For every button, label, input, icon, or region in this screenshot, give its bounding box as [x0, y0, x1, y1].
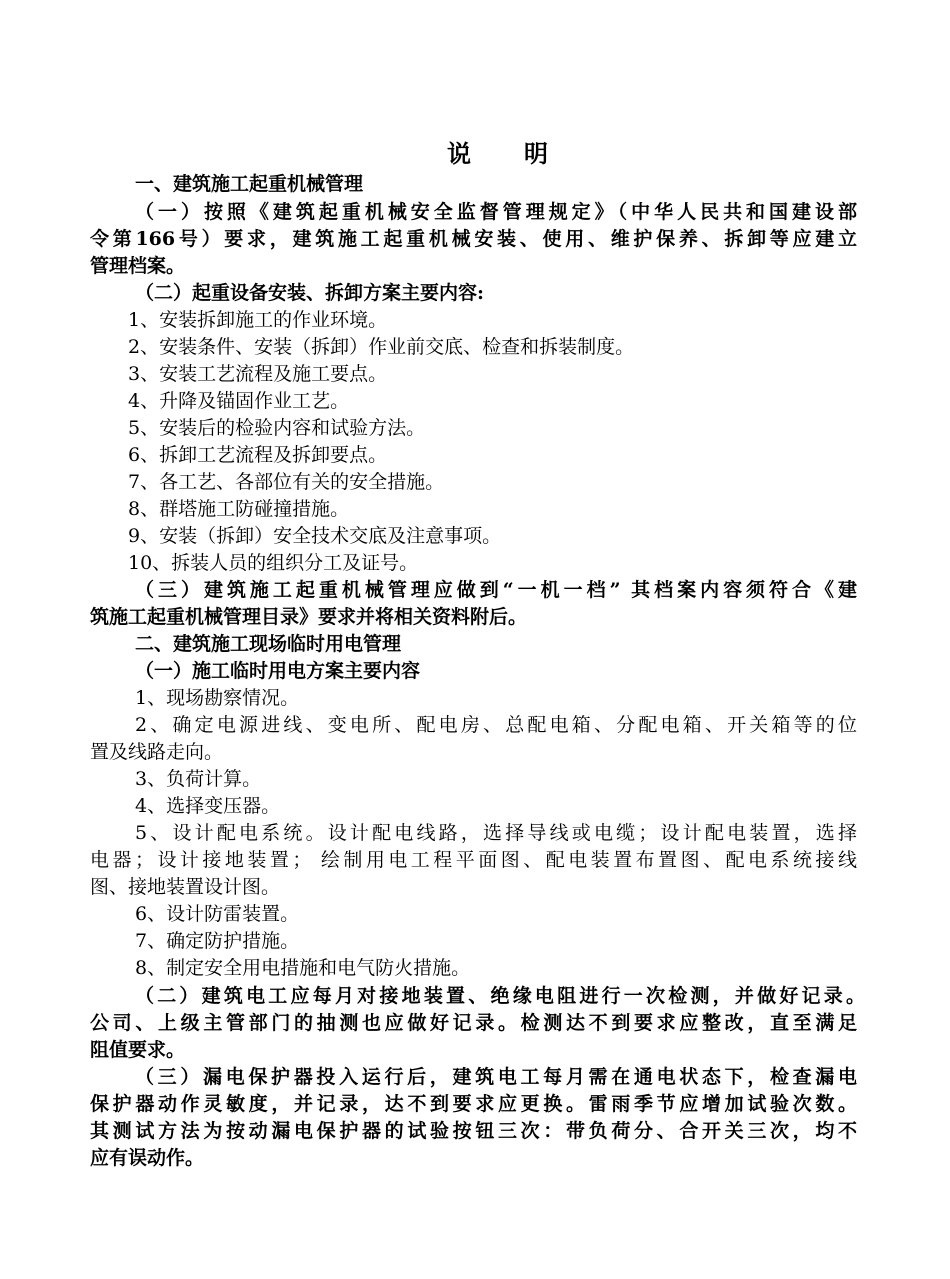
section-2-item-cont: 图、接地装置设计图。: [90, 876, 281, 898]
section-2-item: 1、现场勘察情况。: [135, 687, 300, 709]
section-1-item: 9、安装（拆卸）安全技术交底及注意事项。: [128, 525, 502, 547]
section-2-item: 5、设计配电系统。设计配电线路，选择导线或电缆；设计配电装置，选择: [135, 822, 857, 844]
section-2-p2-line-1: （二）建筑电工应每月对接地装置、绝缘电阻进行一次检测，并做好记录。: [135, 985, 865, 1007]
section-1-p1-line-3: 管理档案。: [90, 255, 186, 277]
section-1-item: 1、安装拆卸施工的作业环境。: [128, 309, 388, 331]
section-2-p3-line-2: 保护器动作灵敏度，并记录，达不到要求应更换。雷雨季节应增加试验次数。: [90, 1093, 857, 1115]
section-2-p3-line-1: （三）漏电保护器投入运行后，建筑电工每月需在通电状态下，检查漏电: [135, 1066, 857, 1088]
section-1-item: 7、各工艺、各部位有关的安全措施。: [128, 471, 445, 493]
section-2-p3-line-4: 应有误动作。: [90, 1147, 205, 1169]
section-1-p1-line-2: 令第166号）要求，建筑施工起重机械安装、使用、维护保养、拆卸等应建立: [90, 228, 857, 250]
section-2-item: 8、制定安全用电措施和电气防火措施。: [135, 957, 471, 979]
section-1-p2-heading: （二）起重设备安装、拆卸方案主要内容:: [135, 282, 485, 304]
section-2-item-cont: 电器；设计接地装置； 绘制用电工程平面图、配电装置布置图、配电系统接线: [90, 849, 857, 871]
section-2-p3-line-3: 其测试方法为按动漏电保护器的试验按钮三次：带负荷分、合开关三次，均不: [90, 1120, 857, 1142]
section-2-item-cont: 置及线路走向。: [90, 741, 224, 763]
section-2-item: 7、确定防护措施。: [135, 930, 300, 952]
section-1-p3-line-1: （三）建筑施工起重机械管理应做到“一机一档” 其档案内容须符合《建: [135, 579, 857, 601]
section-2-item: 6、设计防雷装置。: [135, 903, 300, 925]
section-2-item: 2、确定电源进线、变电所、配电房、总配电箱、分配电箱、开关箱等的位: [135, 714, 857, 736]
section-2-p1-heading: （一）施工临时用电方案主要内容: [135, 660, 421, 682]
page-title-char-2: 明: [524, 139, 548, 168]
section-1-p1-line-1: （一）按照《建筑起重机械安全监督管理规定》（中华人民共和国建设部: [135, 201, 857, 223]
section-1-item: 2、安装条件、安装（拆卸）作业前交底、检查和拆装制度。: [128, 336, 635, 358]
section-1-heading: 一、建筑施工起重机械管理: [135, 173, 364, 195]
page-title-char-1: 说: [447, 139, 471, 168]
section-1-item: 6、拆卸工艺流程及拆卸要点。: [128, 444, 388, 466]
section-1-item: 8、群塔施工防碰撞措施。: [128, 498, 350, 520]
section-2-item: 3、负荷计算。: [135, 768, 262, 790]
section-1-item: 3、安装工艺流程及施工要点。: [128, 363, 388, 385]
section-2-heading: 二、建筑施工现场临时用电管理: [135, 633, 402, 655]
section-1-p3-line-2: 筑施工起重机械管理目录》要求并将相关资料附后。: [90, 606, 528, 628]
section-1-item: 4、升降及锚固作业工艺。: [128, 390, 350, 412]
section-2-item: 4、选择变压器。: [135, 795, 281, 817]
section-1-item: 10、拆装人员的组织分工及证号。: [128, 552, 419, 574]
section-2-p2-line-2: 公司、上级主管部门的抽测也应做好记录。检测达不到要求应整改，直至满足: [90, 1012, 857, 1034]
section-2-p2-line-3: 阻值要求。: [90, 1039, 186, 1061]
section-1-item: 5、安装后的检验内容和试验方法。: [128, 417, 426, 439]
